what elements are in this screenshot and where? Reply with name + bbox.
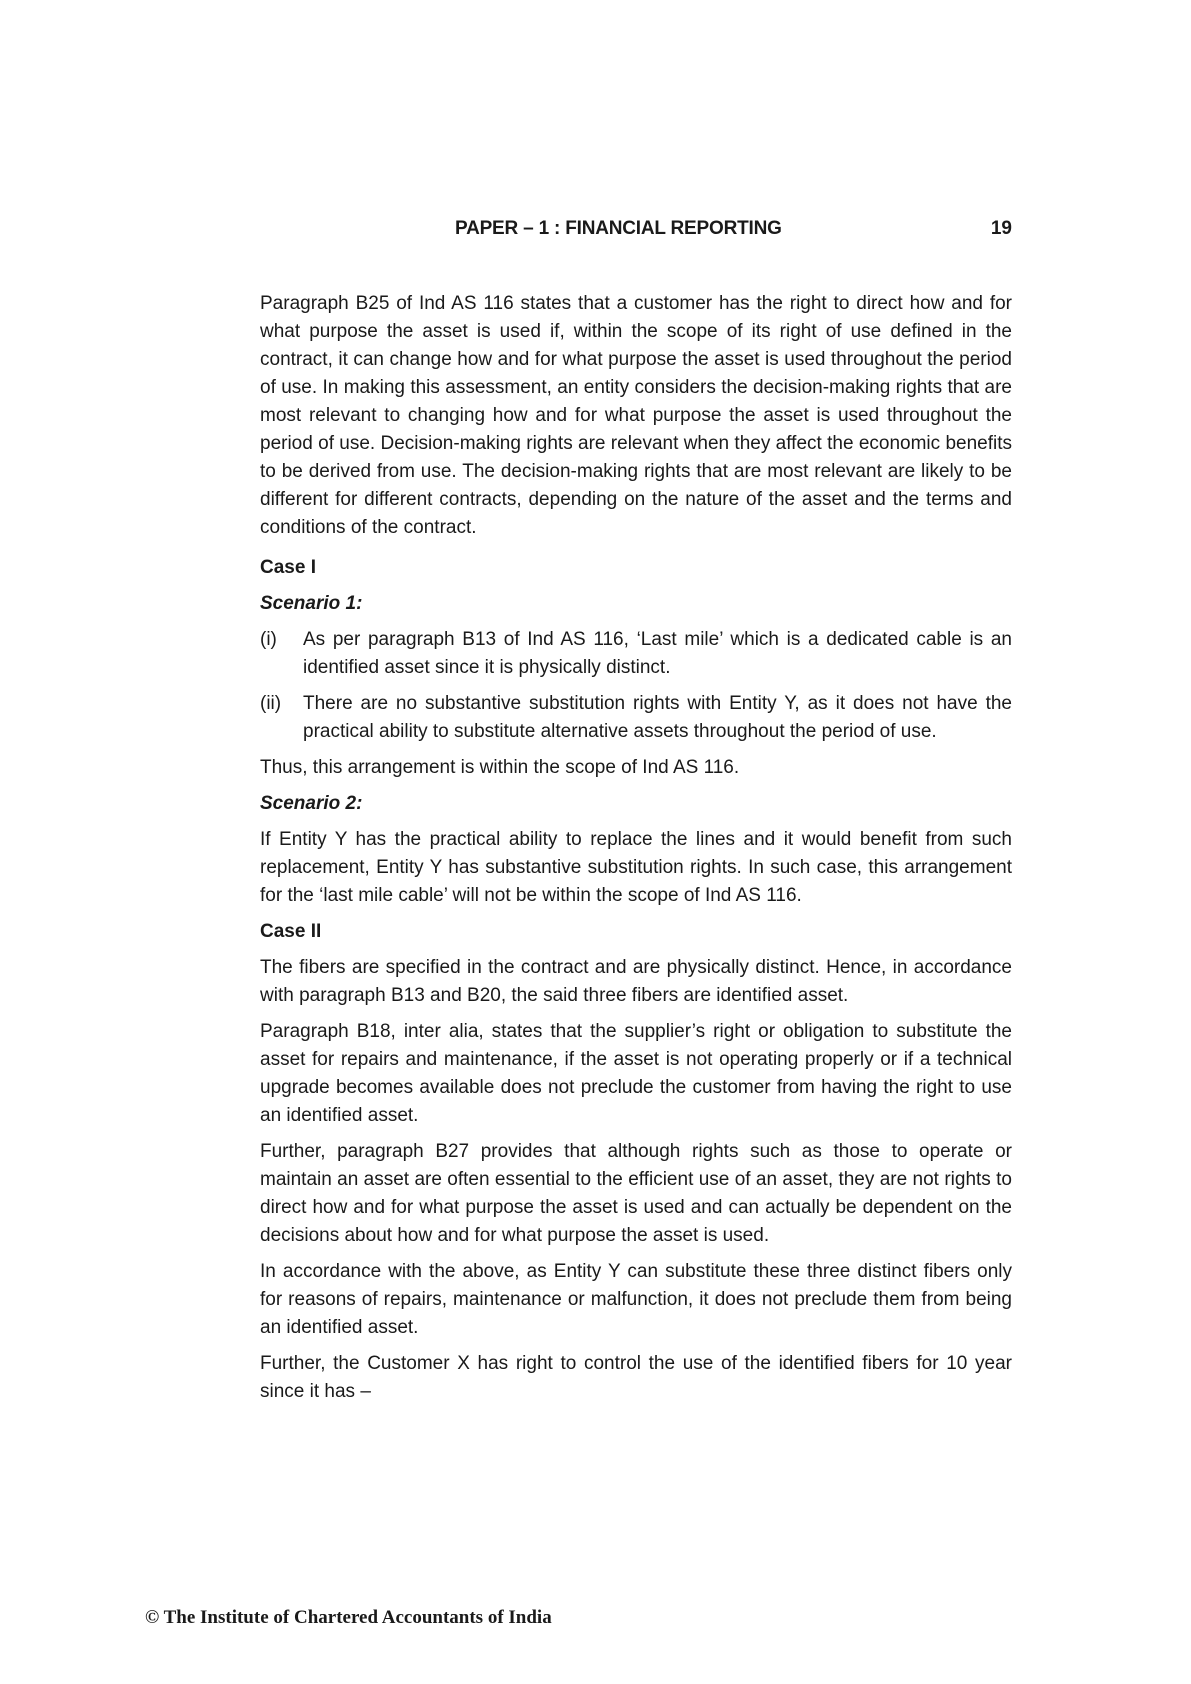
list-marker: (i) bbox=[260, 629, 277, 650]
list-marker: (ii) bbox=[260, 693, 282, 714]
list-item-text: As per paragraph B13 of Ind AS 116, ‘Last mile’ which is a dedicated cable is an identified asset since it is physically distinct. bbox=[303, 629, 1012, 678]
case-2-paragraph: Further, paragraph B27 provides that although rights such as those to operate or maintain an asset are often essential to the efficient use of an asset, they are not rights to direct how and for what purpose the asset is used and can actually be dependent on the decisions about how and for what purpose the asset is used. bbox=[260, 1141, 1012, 1246]
scenario-1-heading: Scenario 1: bbox=[260, 593, 363, 614]
intro-paragraph: Paragraph B25 of Ind AS 116 states that a customer has the right to direct how and for what purpose the asset is used if, within the scope of its right of use defined in the contract, it can change how and for what purpose the asset is used throughout the period of use. In making this assessment, an entity considers the decision-making rights that are most relevant to changing how and for what purpose the asset is used throughout the period of use. Decision-making rights are relevant when they affect the economic benefits to be derived from use. The decision-making rights that are most relevant are likely to be different for different contracts, depending on the nature of the asset and the terms and conditions of the contract. bbox=[260, 293, 1012, 538]
case-2-paragraph: Further, the Customer X has right to control the use of the identified fibers for 10 year since it has – bbox=[260, 1353, 1012, 1402]
copyright-footer: © The Institute of Chartered Accountants of India bbox=[145, 1607, 552, 1628]
case-2-paragraph: The fibers are specified in the contract and are physically distinct. Hence, in accordance with paragraph B13 and B20, the said three fibers are identified asset. bbox=[260, 957, 1012, 1006]
case-2-heading: Case II bbox=[260, 921, 322, 942]
page-number: 19 bbox=[990, 218, 1012, 239]
page-header bbox=[260, 218, 1012, 244]
case-2-paragraph: In accordance with the above, as Entity Y can substitute these three distinct fibers only for reasons of repairs, maintenance or malfunction, it does not preclude them from being an identified asset. bbox=[260, 1261, 1012, 1338]
scenario-1-conclusion: Thus, this arrangement is within the scope of Ind AS 116. bbox=[260, 757, 740, 778]
scenario-2-paragraph: If Entity Y has the practical ability to replace the lines and it would benefit from such replacement, Entity Y has substantive substitution rights. In such case, this arrangement for the ‘last mile cable’ will not be within the scope of Ind AS 116. bbox=[260, 829, 1012, 906]
case-1-heading: Case I bbox=[260, 557, 316, 578]
page-body bbox=[260, 290, 1012, 1414]
case-2-paragraph: Paragraph B18, inter alia, states that the supplier’s right or obligation to substitute the asset for repairs and maintenance, if the asset is not operating properly or if a technical upgrade becomes available does not preclude the customer from having the right to use an identified asset. bbox=[260, 1021, 1012, 1126]
scenario-2-heading: Scenario 2: bbox=[260, 793, 363, 814]
list-item-text: There are no substantive substitution rights with Entity Y, as it does not have the practical ability to substitute alternative assets throughout the period of use. bbox=[303, 693, 1012, 742]
list-item bbox=[260, 690, 1012, 746]
page-header-title: PAPER – 1 : FINANCIAL REPORTING bbox=[455, 218, 782, 239]
list-item bbox=[260, 626, 1012, 682]
